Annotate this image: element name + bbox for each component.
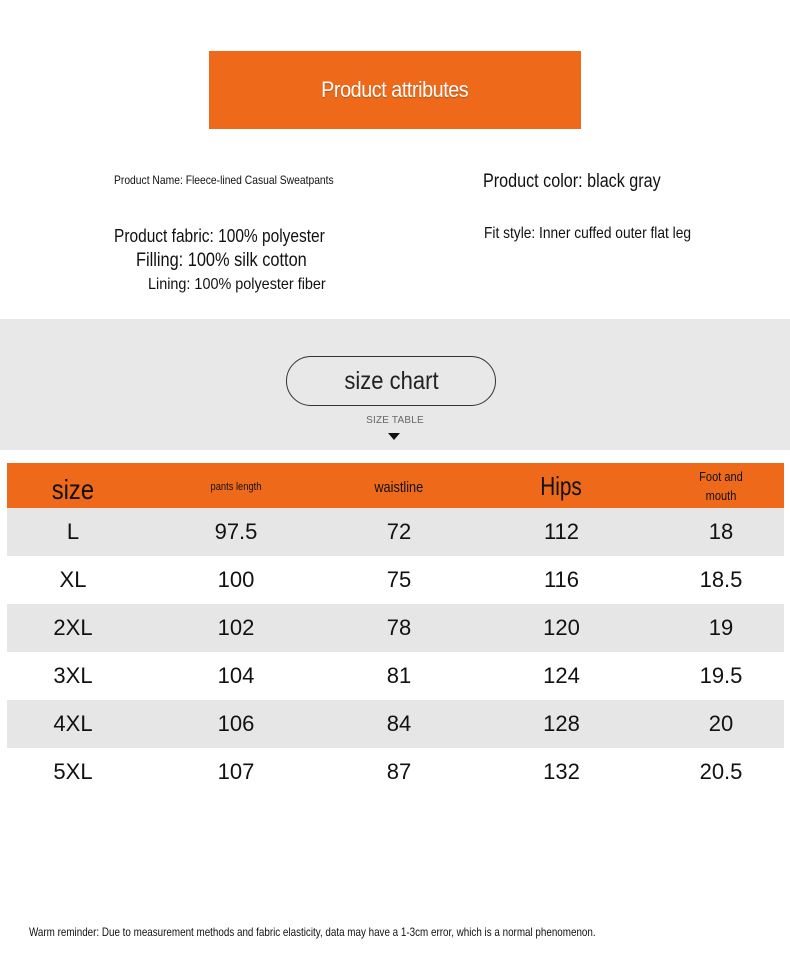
- size-chart-title: size chart: [343, 366, 439, 395]
- size-chart-title-pill: [286, 356, 496, 406]
- product-attributes-banner: [209, 51, 581, 129]
- header-hips-label: Hips: [540, 471, 583, 501]
- foot-mouth-cell: 18: [708, 519, 734, 544]
- banner-title: Product attributes: [321, 77, 469, 102]
- product-lining: Lining: 100% polyester fiber: [148, 276, 326, 293]
- size-table-subtitle: SIZE TABLE: [366, 415, 424, 426]
- waistline-cell: 78: [386, 615, 412, 640]
- header-foot-and-mouth-label: Foot and mouth: [699, 468, 743, 503]
- header-cell-hips: [465, 469, 658, 502]
- product-color: Product color: black gray: [483, 171, 661, 192]
- header-size-label: size: [51, 473, 95, 505]
- waistline-cell: 75: [386, 567, 412, 592]
- hips-cell: 128: [543, 711, 580, 736]
- product-filling: Filling: 100% silk cotton: [136, 250, 307, 271]
- pants-length-cell: 106: [217, 711, 255, 736]
- foot-mouth-cell: 19: [708, 615, 734, 640]
- header-cell-foot-and-mouth: [658, 467, 784, 505]
- size-cell: 4XL: [53, 711, 93, 736]
- hips-cell: 124: [543, 663, 580, 688]
- header-waistline-label: waistline: [374, 478, 424, 496]
- hips-cell: 116: [543, 567, 580, 592]
- pants-length-cell: 100: [217, 567, 255, 592]
- foot-mouth-cell: 19.5: [699, 663, 743, 688]
- hips-cell: 120: [543, 615, 580, 640]
- table-row: [7, 700, 784, 748]
- fit-style: Fit style: Inner cuffed outer flat leg: [484, 225, 692, 242]
- foot-mouth-cell: 20: [708, 711, 734, 736]
- size-cell: L: [66, 519, 80, 544]
- pants-length-cell: 102: [217, 615, 255, 640]
- waistline-cell: 84: [386, 711, 412, 736]
- pants-length-cell: 104: [217, 663, 255, 688]
- size-cell: 5XL: [53, 759, 93, 784]
- size-cell: 3XL: [53, 663, 93, 688]
- product-fabric: Product fabric: 100% polyester: [114, 226, 325, 246]
- waistline-cell: 72: [386, 519, 412, 544]
- table-row: [7, 604, 784, 652]
- warm-reminder-note: Warm reminder: Due to measurement methods and fabric elasticity, data may have a 1-3cm error, which is a normal phenomenon.: [29, 925, 596, 939]
- table-row: [7, 652, 784, 700]
- table-row: [7, 508, 784, 556]
- size-cell: 2XL: [53, 615, 93, 640]
- size-table-body: [7, 508, 784, 796]
- product-name: Product Name: Fleece-lined Casual Sweatpants: [114, 173, 334, 187]
- foot-mouth-cell: 20.5: [699, 759, 743, 784]
- pants-length-cell: 107: [217, 759, 255, 784]
- triangle-down-icon: [388, 433, 400, 440]
- header-cell-pants-length: [139, 477, 333, 495]
- size-table-header: [7, 463, 784, 508]
- header-pants-length-label: pants length: [210, 480, 262, 493]
- header-cell-waistline: [333, 475, 465, 497]
- foot-mouth-cell: 18.5: [699, 567, 743, 592]
- pants-length-cell: 97.5: [214, 519, 258, 544]
- waistline-cell: 87: [386, 759, 412, 784]
- size-table: [7, 463, 784, 796]
- hips-cell: 112: [543, 519, 580, 544]
- hips-cell: 132: [543, 759, 580, 784]
- size-cell: XL: [59, 567, 87, 592]
- header-cell-size: [7, 466, 139, 506]
- table-row: [7, 748, 784, 796]
- waistline-cell: 81: [386, 663, 412, 688]
- table-row: [7, 556, 784, 604]
